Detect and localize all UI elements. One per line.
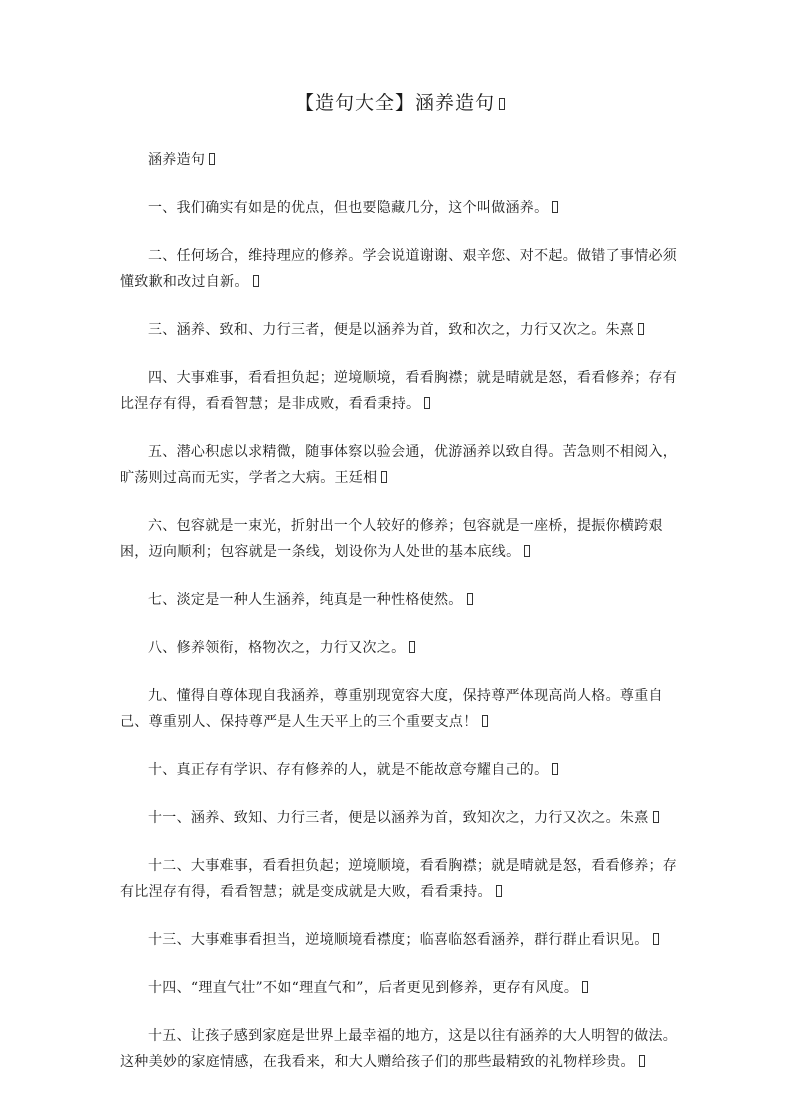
missing-glyph-icon [424, 397, 430, 409]
missing-glyph-icon [524, 545, 530, 557]
paragraph: 十、真正存有学识、存有修养的人，就是不能故意夸耀自己的。 [120, 757, 688, 783]
missing-glyph-icon [552, 763, 558, 775]
missing-glyph-icon [582, 981, 588, 993]
paragraph: 七、淡定是一种人生涵养，纯真是一种性格使然。 [120, 587, 688, 613]
paragraph: 八、修养领衔，格物次之，力行又次之。 [120, 635, 688, 661]
paragraph: 十四、“理直气壮”不如“理直气和”，后者更见到修养，更存有风度。 [120, 975, 688, 1001]
paragraph: 五、潜心积虑以求精微，随事体察以验会通，优游涵养以致自得。苦急则不相阅入，旷荡则过高而无实，学者之大病。王廷相 [120, 444, 678, 486]
document-body [120, 147, 688, 1097]
missing-glyph-icon [638, 323, 644, 335]
paragraph: 涵养造句 [120, 147, 688, 173]
paragraph: 十二、大事难事，看看担负起；逆境顺境，看看胸襟；就是晴就是怒，看看修养；存有比涅存有得，看看智慧；就是变成就是大败，看看秉持。 [120, 858, 678, 900]
paragraph: 一、我们确实有如是的优点，但也要隐藏几分，这个叫做涵养。 [120, 195, 688, 221]
paragraph: 六、包容就是一束光，折射出一个人较好的修养；包容就是一座桥，提振你横跨艰困，迈向顺利；包容就是一条线，划设你为人处世的基本底线。 [120, 518, 663, 560]
missing-glyph-icon [496, 885, 502, 897]
missing-glyph-icon [639, 1055, 645, 1067]
paragraph: 十一、涵养、致知、力行三者，便是以涵养为首，致知次之，力行又次之。朱熹 [120, 805, 688, 831]
missing-glyph-icon [467, 593, 473, 605]
missing-glyph-icon [209, 153, 215, 165]
missing-glyph-icon [253, 275, 259, 287]
missing-glyph-icon [381, 471, 387, 483]
missing-glyph-icon [409, 641, 415, 653]
missing-glyph-icon [653, 811, 659, 823]
paragraph: 十五、让孩子感到家庭是世界上最幸福的地方，这是以往有涵养的大人明智的做法。这种美妙的家庭情感，在我看来，和大人赠给孩子们的那些最精致的礼物样珍贵。 [120, 1028, 678, 1070]
missing-glyph-icon [552, 201, 558, 213]
missing-glyph-icon [653, 933, 659, 945]
paragraph: 二、任何场合，维持理应的修养。学会说道谢谢、艰辛您、对不起。做错了事情必须懂致歉和改过自新。 [120, 248, 678, 290]
paragraph: 三、涵养、致和、力行三者，便是以涵养为首，致和次之，力行又次之。朱熹 [120, 317, 688, 343]
missing-glyph-icon [482, 715, 488, 727]
paragraph: 十三、大事难事看担当，逆境顺境看襟度；临喜临怒看涵养，群行群止看识见。 [120, 927, 688, 953]
title-text: 【造句大全】涵养造句 [294, 92, 495, 114]
paragraph: 九、懂得自尊体现自我涵养，尊重别现宽容大度，保持尊严体现高尚人格。尊重自己、尊重别人、保持尊严是人生天平上的三个重要支点！ [120, 688, 663, 730]
paragraph: 四、大事难事，看看担负起；逆境顺境，看看胸襟；就是晴就是怒，看看修养；存有比涅存有得，看看智慧；是非成败，看看秉持。 [120, 370, 678, 412]
document-title [0, 88, 800, 115]
missing-glyph-icon [499, 98, 505, 110]
